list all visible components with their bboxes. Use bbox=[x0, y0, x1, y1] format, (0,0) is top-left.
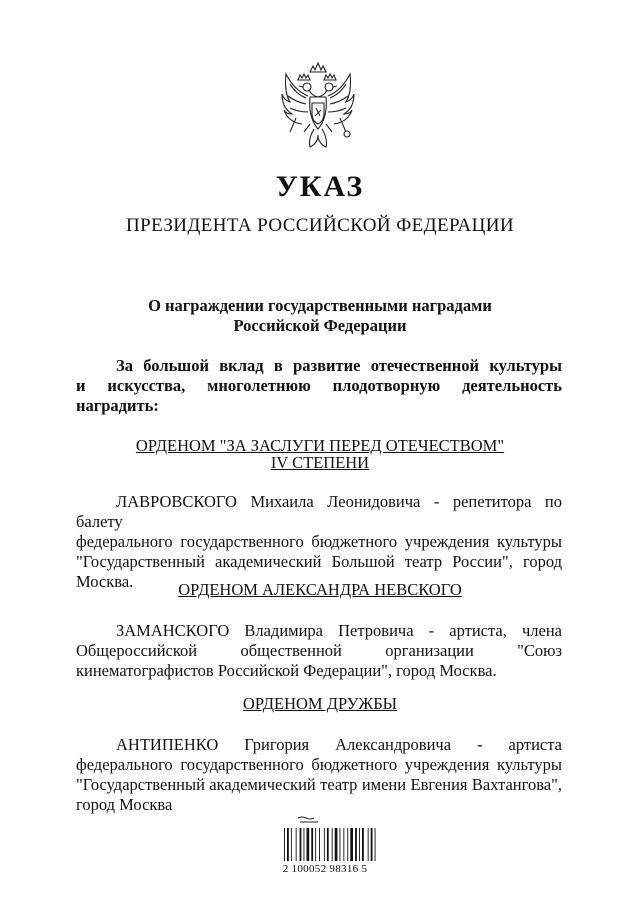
barcode-bar bbox=[327, 828, 329, 861]
decree-about-line-2: Российской Федерации bbox=[233, 316, 407, 335]
barcode-number: 2 100052 98316 5 bbox=[282, 863, 368, 875]
barcode-bar bbox=[368, 828, 369, 861]
barcode-bar bbox=[371, 828, 373, 861]
order-title: ОРДЕНОМ ДРУЖБЫ bbox=[242, 694, 398, 713]
recipient-line: АНТИПЕНКО Григория Александровича - артиста bbox=[116, 735, 562, 754]
preamble bbox=[76, 356, 562, 416]
barcode-bar bbox=[284, 828, 285, 861]
decree-about-line-1: О награждении государственными наградами bbox=[148, 296, 492, 315]
recipient-paragraph bbox=[76, 735, 562, 815]
barcode-bar bbox=[335, 828, 338, 861]
order-title: ОРДЕНОМ "ЗА ЗАСЛУГИ ПЕРЕД ОТЕЧЕСТВОМ" bbox=[135, 436, 505, 455]
decree-title: УКАЗ bbox=[275, 170, 365, 203]
barcode-bar bbox=[362, 828, 364, 861]
barcode-bar bbox=[355, 828, 357, 861]
barcode-bar bbox=[375, 828, 376, 861]
recipient-line: ЛАВРОВСКОГО Михаила Леонидовича - репетитора по балету bbox=[76, 492, 562, 531]
barcode-bar bbox=[300, 828, 302, 861]
order-degree: IV СТЕПЕНИ bbox=[270, 453, 370, 472]
order-title: ОРДЕНОМ АЛЕКСАНДРА НЕВСКОГО bbox=[178, 580, 462, 599]
recipient-paragraph bbox=[76, 492, 562, 592]
recipient-line: федерального государственного бюджетного учреждения культуры bbox=[76, 755, 562, 774]
barcode-bar bbox=[304, 828, 305, 861]
recipient-line: "Государственный академический Большой театр России", город bbox=[76, 552, 562, 571]
barcode-block bbox=[270, 816, 380, 886]
coat-of-arms-icon bbox=[276, 58, 360, 154]
barcode-bar bbox=[359, 828, 360, 861]
recipient-line: "Государственный академический театр имени Евгения Вахтангова", bbox=[76, 775, 562, 794]
barcode-bar bbox=[307, 828, 310, 861]
preamble-line-1: За большой вклад в развитие отечественной культуры bbox=[116, 356, 562, 375]
decree-subtitle: ПРЕЗИДЕНТА РОССИЙСКОЙ ФЕДЕРАЦИИ bbox=[126, 215, 514, 236]
barcode-icon bbox=[270, 816, 380, 862]
barcode-bar bbox=[340, 828, 341, 861]
barcode-bar bbox=[287, 828, 289, 861]
recipient-line: кинематографистов Российской Федерации", город Москва. bbox=[76, 661, 497, 680]
recipient-line: ЗАМАНСКОГО Владимира Петровича - артиста, члена bbox=[116, 621, 562, 640]
recipient-paragraph bbox=[76, 621, 562, 681]
barcode-bar bbox=[347, 828, 348, 861]
barcode-bar bbox=[315, 828, 316, 861]
recipient-line: город Москва bbox=[76, 795, 173, 814]
preamble-line-2: и искусства, многолетнюю плодотворную деятельность bbox=[76, 376, 562, 395]
recipient-line: Москва. bbox=[76, 572, 134, 591]
barcode-bar bbox=[350, 828, 353, 861]
barcode-bar bbox=[324, 828, 325, 861]
barcode-bar bbox=[343, 828, 344, 861]
recipient-line: Общероссийской общественной организации "Союз bbox=[76, 641, 562, 660]
barcode-bar bbox=[311, 828, 313, 861]
barcode-bar bbox=[319, 828, 320, 861]
recipient-line: федерального государственного бюджетного учреждения культуры bbox=[76, 532, 562, 551]
preamble-line-3: наградить: bbox=[76, 396, 159, 415]
barcode-bar bbox=[291, 828, 292, 861]
barcode-bar bbox=[332, 828, 333, 861]
barcode-bar bbox=[296, 828, 297, 861]
